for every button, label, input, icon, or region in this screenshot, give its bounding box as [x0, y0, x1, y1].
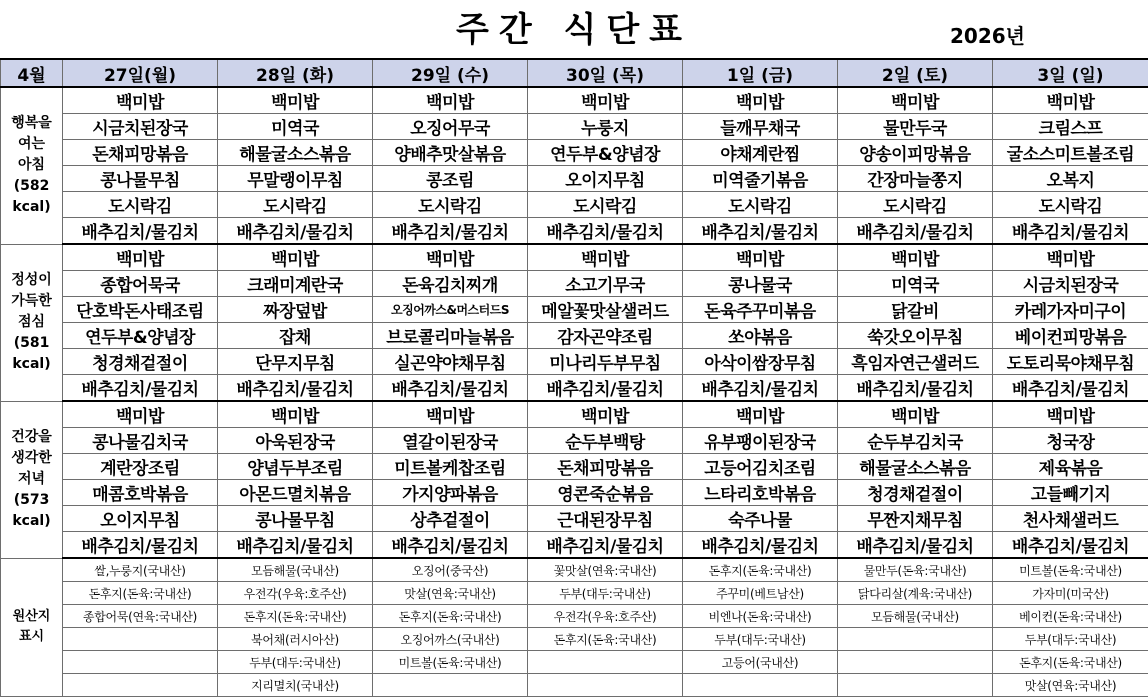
dish-cell: 숙주나물	[683, 506, 838, 532]
origin-cell: 맛살(연육:국내산)	[993, 674, 1148, 697]
origin-row	[1, 605, 1148, 628]
dish-cell: 연두부&양념장	[63, 323, 218, 349]
origin-row	[1, 651, 1148, 674]
meal-label-line: 가득한	[11, 293, 52, 309]
origin-cell	[373, 674, 528, 697]
origin-cell: 오징어까스(국내산)	[373, 628, 528, 651]
dish-cell: 천사채샐러드	[993, 506, 1148, 532]
dish-cell: 도시락김	[218, 192, 373, 218]
origin-row	[1, 558, 1148, 582]
dish-cell: 배추김치/물김치	[373, 532, 528, 559]
dish-cell: 도시락김	[63, 192, 218, 218]
dish-cell: 백미밥	[218, 87, 373, 114]
dish-cell: 백미밥	[218, 401, 373, 428]
dish-cell: 계란장조림	[63, 454, 218, 480]
dish-cell: 배추김치/물김치	[218, 218, 373, 245]
dish-cell: 잡채	[218, 323, 373, 349]
origin-cell: 고등어(국내산)	[683, 651, 838, 674]
dish-cell: 누룽지	[528, 114, 683, 140]
origin-cell	[63, 674, 218, 697]
day-header: 27일(월)	[63, 59, 218, 87]
dish-cell: 순두부김치국	[838, 428, 993, 454]
meal-label-line: 건강을	[11, 429, 52, 445]
origin-cell: 물만두(돈육:국내산)	[838, 558, 993, 582]
dish-cell: 백미밥	[528, 401, 683, 428]
dish-cell: 연두부&양념장	[528, 140, 683, 166]
day-header: 29일 (수)	[373, 59, 528, 87]
meal-row	[1, 454, 1148, 480]
dish-cell: 도토리묵야채무침	[993, 349, 1148, 375]
dish-cell: 백미밥	[993, 244, 1148, 271]
dish-cell: 백미밥	[683, 87, 838, 114]
dish-cell: 배추김치/물김치	[838, 375, 993, 402]
dish-cell: 유부팽이된장국	[683, 428, 838, 454]
dish-cell: 돈채피망볶음	[528, 454, 683, 480]
dish-cell: 백미밥	[528, 244, 683, 271]
meal-row	[1, 114, 1148, 140]
dish-cell: 오이지무침	[528, 166, 683, 192]
origin-cell: 맛살(연육:국내산)	[373, 582, 528, 605]
meal-row	[1, 192, 1148, 218]
meal-row	[1, 140, 1148, 166]
origin-cell: 종합어묵(연육:국내산)	[63, 605, 218, 628]
dish-cell: 청경채겉절이	[838, 480, 993, 506]
dish-cell: 배추김치/물김치	[373, 375, 528, 402]
day-header: 2일 (토)	[838, 59, 993, 87]
meal-row	[1, 375, 1148, 402]
dish-cell: 감자곤약조림	[528, 323, 683, 349]
dish-cell: 오징어까스&머스터드S	[373, 297, 528, 323]
dish-cell: 백미밥	[838, 401, 993, 428]
meal-label	[1, 244, 63, 401]
dish-cell: 시금치된장국	[993, 271, 1148, 297]
meal-row	[1, 166, 1148, 192]
origin-cell: 돈후지(돈육:국내산)	[683, 558, 838, 582]
meal-label	[1, 401, 63, 558]
dish-cell: 돈채피망볶음	[63, 140, 218, 166]
dish-cell: 양송이피망볶음	[838, 140, 993, 166]
dish-cell: 굴소스미트볼조림	[993, 140, 1148, 166]
dish-cell: 백미밥	[373, 87, 528, 114]
origin-cell: 돈후지(돈육:국내산)	[993, 651, 1148, 674]
origin-cell	[63, 651, 218, 674]
day-header: 30일 (목)	[528, 59, 683, 87]
origin-cell: 두부(대두:국내산)	[528, 582, 683, 605]
dish-cell: 흑임자연근샐러드	[838, 349, 993, 375]
dish-cell: 도시락김	[683, 192, 838, 218]
dish-cell: 배추김치/물김치	[993, 532, 1148, 559]
dish-cell: 상추겉절이	[373, 506, 528, 532]
dish-cell: 백미밥	[993, 401, 1148, 428]
origin-cell: 베이컨(돈육:국내산)	[993, 605, 1148, 628]
meal-label	[1, 87, 63, 244]
meal-label-line: 행복을	[11, 115, 52, 132]
dish-cell: 백미밥	[683, 401, 838, 428]
dish-cell: 백미밥	[528, 87, 683, 114]
dish-cell: 단호박돈사태조림	[63, 297, 218, 323]
meal-label-line: 정성이	[11, 272, 52, 288]
dish-cell: 카레가자미구이	[993, 297, 1148, 323]
meal-label-line: (573	[13, 492, 50, 508]
dish-cell: 콩나물김치국	[63, 428, 218, 454]
dish-cell: 도시락김	[993, 192, 1148, 218]
meal-row	[1, 297, 1148, 323]
dish-cell: 쏘야볶음	[683, 323, 838, 349]
origin-cell: 돈후지(돈육:국내산)	[63, 582, 218, 605]
dish-cell: 미역줄기볶음	[683, 166, 838, 192]
meal-label-line: kcal)	[12, 356, 51, 372]
dish-cell: 콩나물국	[683, 271, 838, 297]
title-bar	[0, 0, 1148, 58]
origin-cell: 미트볼(돈육:국내산)	[373, 651, 528, 674]
dish-cell: 배추김치/물김치	[993, 375, 1148, 402]
meal-row	[1, 271, 1148, 297]
origin-cell	[63, 628, 218, 651]
dish-cell: 백미밥	[838, 244, 993, 271]
year-label: 2026년	[950, 24, 1025, 48]
meal-row	[1, 506, 1148, 532]
meal-row	[1, 428, 1148, 454]
meal-label-line: kcal)	[12, 199, 51, 216]
dish-cell: 물만두국	[838, 114, 993, 140]
dish-cell: 브로콜리마늘볶음	[373, 323, 528, 349]
meal-label-line: (582	[13, 178, 50, 195]
meal-row	[1, 87, 1148, 114]
origin-label-line: 원산지	[12, 609, 51, 625]
meal-label-line: (581	[13, 335, 50, 351]
dish-cell: 야채계란찜	[683, 140, 838, 166]
origin-cell	[838, 628, 993, 651]
dish-cell: 돈육김치찌개	[373, 271, 528, 297]
page-title: 주간 식단표	[455, 10, 693, 50]
day-header: 1일 (금)	[683, 59, 838, 87]
dish-cell: 아몬드멸치볶음	[218, 480, 373, 506]
meal-row	[1, 401, 1148, 428]
dish-cell: 배추김치/물김치	[838, 218, 993, 245]
dish-cell: 배추김치/물김치	[528, 218, 683, 245]
origin-cell: 가자미(미국산)	[993, 582, 1148, 605]
origin-cell	[838, 674, 993, 697]
dish-cell: 크림스프	[993, 114, 1148, 140]
dish-cell: 양념두부조림	[218, 454, 373, 480]
dish-cell: 백미밥	[993, 87, 1148, 114]
origin-cell: 지리멸치(국내산)	[218, 674, 373, 697]
dish-cell: 해물굴소스볶음	[838, 454, 993, 480]
dish-cell: 오복지	[993, 166, 1148, 192]
dish-cell: 배추김치/물김치	[683, 218, 838, 245]
dish-cell: 청경채겉절이	[63, 349, 218, 375]
dish-cell: 간장마늘쫑지	[838, 166, 993, 192]
dish-cell: 배추김치/물김치	[63, 375, 218, 402]
origin-label	[1, 558, 63, 697]
dish-cell: 베이컨피망볶음	[993, 323, 1148, 349]
dish-cell: 실곤약야채무침	[373, 349, 528, 375]
meal-row	[1, 480, 1148, 506]
dish-cell: 배추김치/물김치	[528, 375, 683, 402]
dish-cell: 닭갈비	[838, 297, 993, 323]
dish-cell: 열갈이된장국	[373, 428, 528, 454]
dish-cell: 종합어묵국	[63, 271, 218, 297]
dish-cell: 배추김치/물김치	[218, 375, 373, 402]
origin-cell: 오징어(중국산)	[373, 558, 528, 582]
dish-cell: 매콤호박볶음	[63, 480, 218, 506]
origin-cell: 우전각(우육:호주산)	[528, 605, 683, 628]
dish-cell: 백미밥	[63, 401, 218, 428]
dish-cell: 배추김치/물김치	[683, 532, 838, 559]
origin-cell: 우전각(우육:호주산)	[218, 582, 373, 605]
origin-label-line: 표시	[18, 629, 45, 645]
dish-cell: 도시락김	[528, 192, 683, 218]
dish-cell: 미트볼케찹조림	[373, 454, 528, 480]
meal-label-line: 점심	[17, 314, 46, 330]
dish-cell: 들깨무채국	[683, 114, 838, 140]
dish-cell: 순두부백탕	[528, 428, 683, 454]
origin-row	[1, 628, 1148, 651]
dish-cell: 콩나물무침	[63, 166, 218, 192]
origin-cell: 북어채(러시아산)	[218, 628, 373, 651]
dish-cell: 배추김치/물김치	[528, 532, 683, 559]
day-header: 3일 (일)	[993, 59, 1148, 87]
dish-cell: 무말랭이무침	[218, 166, 373, 192]
dish-cell: 백미밥	[63, 87, 218, 114]
dish-cell: 소고기무국	[528, 271, 683, 297]
dish-cell: 백미밥	[218, 244, 373, 271]
dish-cell: 배추김치/물김치	[373, 218, 528, 245]
dish-cell: 제육볶음	[993, 454, 1148, 480]
dish-cell: 양배추맛살볶음	[373, 140, 528, 166]
dish-cell: 도시락김	[373, 192, 528, 218]
dish-cell: 가지양파볶음	[373, 480, 528, 506]
day-header: 28일 (화)	[218, 59, 373, 87]
origin-cell: 두부(대두:국내산)	[218, 651, 373, 674]
origin-cell: 돈후지(돈육:국내산)	[373, 605, 528, 628]
dish-cell: 청국장	[993, 428, 1148, 454]
meal-row	[1, 244, 1148, 271]
origin-cell	[838, 651, 993, 674]
dish-cell: 배추김치/물김치	[63, 532, 218, 559]
dish-cell: 콩나물무침	[218, 506, 373, 532]
dish-cell: 백미밥	[373, 401, 528, 428]
origin-cell: 미트볼(돈육:국내산)	[993, 558, 1148, 582]
dish-cell: 배추김치/물김치	[218, 532, 373, 559]
origin-cell	[528, 651, 683, 674]
dish-cell: 고등어김치조림	[683, 454, 838, 480]
dish-cell: 백미밥	[373, 244, 528, 271]
origin-cell	[528, 674, 683, 697]
dish-cell: 오징어무국	[373, 114, 528, 140]
dish-cell: 미역국	[218, 114, 373, 140]
dish-cell: 아삭이쌈장무침	[683, 349, 838, 375]
dish-cell: 메알꽃맛살샐러드	[528, 297, 683, 323]
dish-cell: 고들빼기지	[993, 480, 1148, 506]
origin-cell: 주꾸미(베트남산)	[683, 582, 838, 605]
origin-cell: 두부(대두:국내산)	[683, 628, 838, 651]
dish-cell: 배추김치/물김치	[683, 375, 838, 402]
origin-cell: 닭다리살(계육:국내산)	[838, 582, 993, 605]
meal-label-line: 아침	[17, 157, 46, 174]
dish-cell: 백미밥	[63, 244, 218, 271]
dish-cell: 근대된장무침	[528, 506, 683, 532]
meal-row	[1, 532, 1148, 559]
origin-row	[1, 582, 1148, 605]
meal-row	[1, 323, 1148, 349]
dish-cell: 시금치된장국	[63, 114, 218, 140]
dish-cell: 백미밥	[838, 87, 993, 114]
meal-label-line: 여는	[17, 136, 46, 153]
dish-cell: 배추김치/물김치	[993, 218, 1148, 245]
origin-cell: 비엔나(돈육:국내산)	[683, 605, 838, 628]
dish-cell: 단무지무침	[218, 349, 373, 375]
meal-row	[1, 349, 1148, 375]
origin-cell: 모듬해물(국내산)	[838, 605, 993, 628]
meal-label-line: 생각한	[11, 450, 52, 466]
meal-label-line: kcal)	[12, 513, 51, 529]
dish-cell: 느타리호박볶음	[683, 480, 838, 506]
dish-cell: 해물굴소스볶음	[218, 140, 373, 166]
origin-row	[1, 674, 1148, 697]
dish-cell: 백미밥	[683, 244, 838, 271]
dish-cell: 아욱된장국	[218, 428, 373, 454]
origin-cell: 꽃맛살(연육:국내산)	[528, 558, 683, 582]
dish-cell: 크래미계란국	[218, 271, 373, 297]
dish-cell: 쑥갓오이무침	[838, 323, 993, 349]
dish-cell: 배추김치/물김치	[838, 532, 993, 559]
origin-cell: 돈후지(돈육:국내산)	[218, 605, 373, 628]
meal-label-line: 저녁	[17, 471, 46, 487]
dish-cell: 도시락김	[838, 192, 993, 218]
dish-cell: 영콘죽순볶음	[528, 480, 683, 506]
header-row	[1, 59, 1148, 87]
dish-cell: 배추김치/물김치	[63, 218, 218, 245]
dish-cell: 미역국	[838, 271, 993, 297]
dish-cell: 오이지무침	[63, 506, 218, 532]
meal-row	[1, 218, 1148, 245]
dish-cell: 짜장덮밥	[218, 297, 373, 323]
origin-cell: 쌀,누룽지(국내산)	[63, 558, 218, 582]
dish-cell: 미나리두부무침	[528, 349, 683, 375]
origin-cell: 돈후지(돈육:국내산)	[528, 628, 683, 651]
origin-cell: 두부(대두:국내산)	[993, 628, 1148, 651]
dish-cell: 무짠지채무침	[838, 506, 993, 532]
dish-cell: 콩조림	[373, 166, 528, 192]
month-header: 4월	[1, 59, 63, 87]
weekly-menu-table	[0, 58, 1148, 697]
dish-cell: 돈육주꾸미볶음	[683, 297, 838, 323]
origin-cell: 모듬해물(국내산)	[218, 558, 373, 582]
origin-cell	[683, 674, 838, 697]
